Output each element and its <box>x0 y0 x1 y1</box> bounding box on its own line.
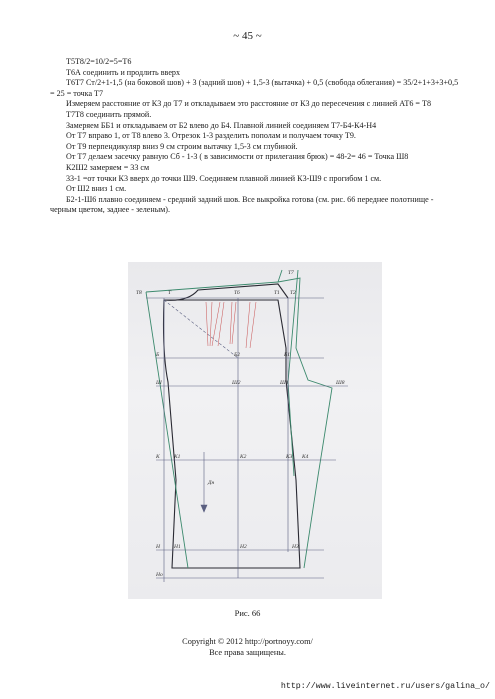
label-k: К <box>156 454 160 460</box>
label-b: Б <box>156 352 160 358</box>
label-t2: Т2 <box>290 290 296 296</box>
label-t8: Т8 <box>136 290 142 296</box>
paragraph: Т6Т7 Ст/2+1-1,5 (на боковой шов) + 3 (задний шов) + 1,5-3 (вытачка) + 0,5 (свобода облегания) = 35/2+1+3+3+0,5 = 25 = точка Т7 <box>50 78 459 98</box>
label-sh1: Ш1 <box>280 380 289 386</box>
label-ho: Но <box>156 572 163 578</box>
label-t1: Т1 <box>274 290 280 296</box>
paragraph: 33-1 =от точки К3 вверх до точки Ш9. Соединяем плавной линией К3-Ш9 с прогибом 1 см. <box>66 173 382 183</box>
label-b2: Б2 <box>234 352 240 358</box>
copyright <box>0 636 495 658</box>
paragraph: От Ш2 вниз 1 см. <box>66 184 127 194</box>
label-k3: К3 <box>286 454 293 460</box>
label-h3: Н3 <box>292 544 299 550</box>
page-number: ~ 45 ~ <box>233 30 262 42</box>
figure-caption: Рис. 66 <box>234 608 261 618</box>
copyright-line: Copyright © 2012 http://portnoyy.com/ <box>182 637 313 646</box>
label-sh2: Ш2 <box>232 380 241 386</box>
label-t7: Т7 <box>288 270 294 276</box>
label-k1: К1 <box>174 454 181 460</box>
paragraph: К2Ш2 замеряем = 33 см <box>66 162 150 172</box>
paragraph: Т5Т8/2=10/2=5=Т6 <box>66 57 132 66</box>
watermark-url: http://www.liveinternet.ru/users/galina_o/ <box>280 682 490 691</box>
label-t: Т <box>168 290 172 296</box>
label-sh8: Ш8 <box>336 380 345 386</box>
label-k4: К4 <box>302 454 309 460</box>
label-k2: К2 <box>240 454 247 460</box>
label-h1: Н1 <box>174 544 181 550</box>
label-d: Дн <box>208 480 215 486</box>
label-t6: Т6 <box>234 290 240 296</box>
label-sh: Ш <box>156 380 162 386</box>
pattern-drawing <box>128 262 382 599</box>
pattern-photo <box>128 262 382 599</box>
rights-line: Все права защищены. <box>209 648 286 657</box>
paragraph: Т6А соединить и продлить вверх <box>66 67 181 77</box>
paragraph: Измеряем расстояние от К3 до Т7 и откладываем это расстояние от К3 до пересечения с линией АТ6 = Т8 <box>66 99 431 109</box>
paragraph: От Т7 делаем засечку равную Сб - 1-3 ( в зависимости от прилегания брюк) = 48-2= 46 = Точка Ш8 <box>66 152 409 162</box>
label-h2: Н2 <box>240 544 247 550</box>
paragraph: От Т7 вправо 1, от Т8 влево 3. Отрезок 1-3 разделить пополам и получаем точку Т9. <box>66 131 356 141</box>
paragraph: Т7Т8 соединить прямой. <box>66 109 152 119</box>
paragraph: От Т9 перпендикуляр вниз 9 см строим вытачку 1,5-3 см глубиной. <box>66 141 298 151</box>
label-b1: Б1 <box>284 352 290 358</box>
paragraph: Б2-1-Ш6 плавно соединяем - средний задний шов. Все выкройка готова (см. рис. 66 переднее полотнище - черным цветом, заднее - зеленым). <box>50 194 434 215</box>
label-h: Н <box>156 544 160 550</box>
paragraph: Замеряем ББ1 и откладываем от Б2 влево до Б4. Плавной линией соединяем Т7-Б4-К4-Н4 <box>66 120 377 130</box>
instruction-text <box>50 57 460 216</box>
